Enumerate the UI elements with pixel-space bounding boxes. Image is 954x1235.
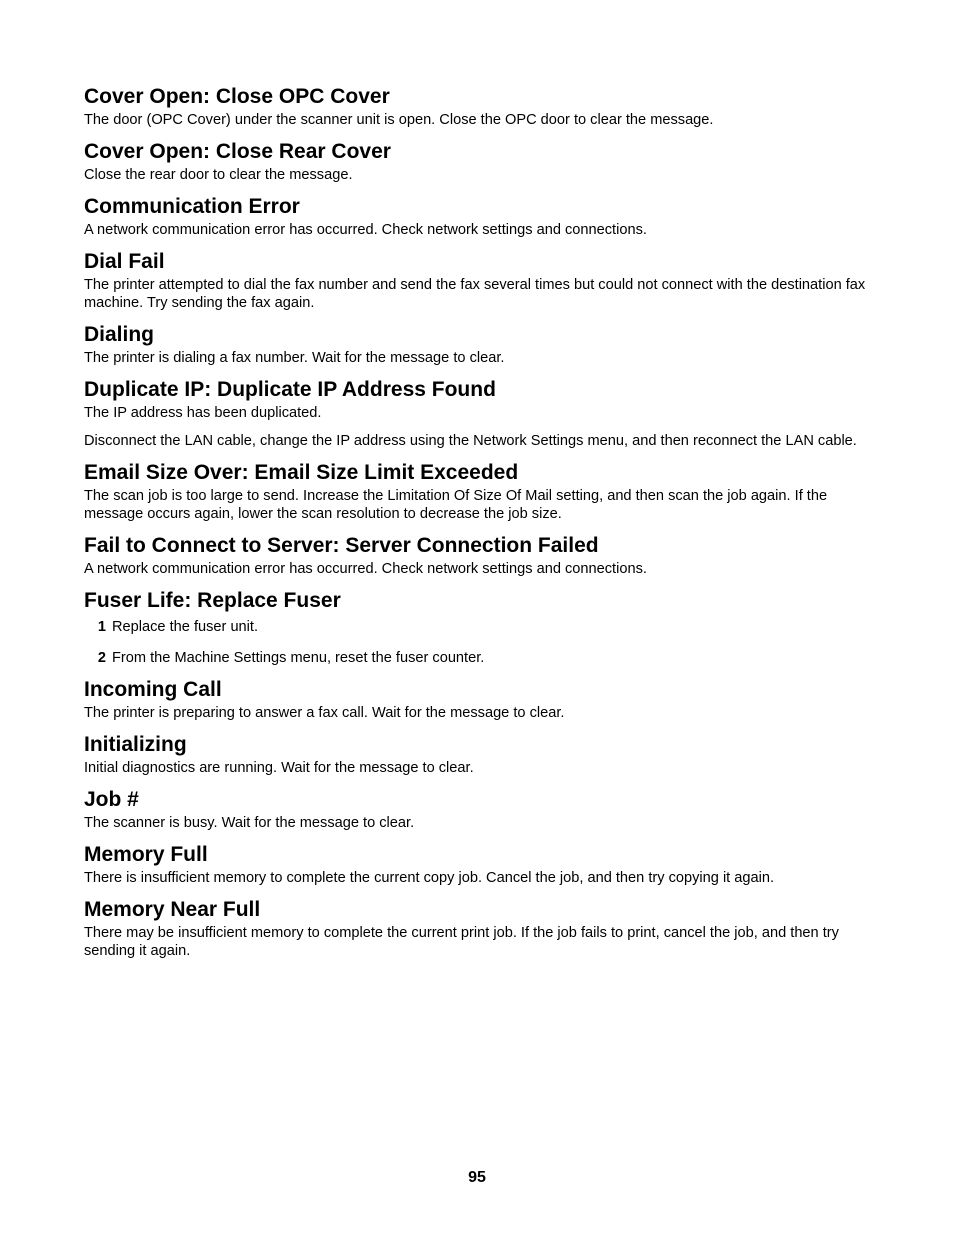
section-paragraph: There may be insufficient memory to complete the current print job. If the job fails to print, cancel the job, and then try sending it again. (84, 925, 839, 959)
step-text: From the Machine Settings menu, reset the fuser counter. (112, 650, 485, 666)
step-number: 1 (97, 619, 106, 635)
section-heading: Memory Full (84, 843, 208, 866)
section-heading: Communication Error (84, 195, 300, 218)
section-heading: Duplicate IP: Duplicate IP Address Found (84, 378, 496, 401)
section-paragraph: Initial diagnostics are running. Wait for the message to clear. (84, 760, 474, 776)
section-heading: Email Size Over: Email Size Limit Exceeded (84, 461, 519, 484)
section-heading: Fuser Life: Replace Fuser (84, 589, 341, 612)
section-heading: Cover Open: Close Rear Cover (84, 140, 391, 163)
section-cover-open-opc (84, 84, 874, 129)
section-heading: Fail to Connect to Server: Server Connection Failed (84, 534, 599, 557)
section-job (84, 787, 874, 832)
section-initializing (84, 732, 874, 777)
section-heading: Initializing (84, 733, 187, 756)
section-paragraph: The scan job is too large to send. Increase the Limitation Of Size Of Mail setting, and then scan the job again. If the message occurs again, lower the scan resolution to decrease the job size. (84, 488, 828, 522)
section-fail-to-connect (84, 533, 874, 578)
section-paragraph: Close the rear door to clear the message. (84, 167, 353, 183)
page-number: 95 (468, 1169, 486, 1186)
section-paragraph: A network communication error has occurred. Check network settings and connections. (84, 222, 647, 238)
section-paragraph: The printer is dialing a fax number. Wait for the message to clear. (84, 350, 505, 366)
section-incoming-call (84, 677, 874, 722)
document-body (84, 84, 874, 960)
step-number: 2 (97, 650, 106, 666)
section-memory-near-full (84, 897, 874, 960)
section-email-size-over (84, 460, 874, 523)
section-heading: Job # (84, 788, 139, 811)
section-cover-open-rear (84, 139, 874, 184)
step-text: Replace the fuser unit. (112, 619, 259, 635)
step-list (84, 618, 874, 667)
section-dial-fail (84, 249, 874, 312)
section-heading: Incoming Call (84, 678, 222, 701)
section-paragraph: The printer is preparing to answer a fax call. Wait for the message to clear. (84, 705, 565, 721)
section-paragraph: Disconnect the LAN cable, change the IP address using the Network Settings menu, and then reconnect the LAN cable. (84, 433, 857, 449)
section-dialing (84, 322, 874, 367)
section-heading: Cover Open: Close OPC Cover (84, 85, 390, 108)
section-paragraph: The scanner is busy. Wait for the message to clear. (84, 815, 415, 831)
section-paragraph: A network communication error has occurred. Check network settings and connections. (84, 561, 647, 577)
step-item (84, 649, 874, 667)
section-paragraph: The IP address has been duplicated. (84, 405, 322, 421)
section-duplicate-ip (84, 377, 874, 450)
section-paragraph: The door (OPC Cover) under the scanner unit is open. Close the OPC door to clear the message. (84, 112, 714, 128)
section-memory-full (84, 842, 874, 887)
section-paragraph: The printer attempted to dial the fax number and send the fax several times but could not connect with the destination fax machine. Try sending the fax again. (84, 277, 866, 311)
section-communication-error (84, 194, 874, 239)
section-fuser-life (84, 588, 874, 667)
section-heading: Dial Fail (84, 250, 165, 273)
section-heading: Memory Near Full (84, 898, 261, 921)
step-item (84, 618, 874, 636)
section-heading: Dialing (84, 323, 155, 346)
section-paragraph: There is insufficient memory to complete the current copy job. Cancel the job, and then try copying it again. (84, 870, 775, 886)
